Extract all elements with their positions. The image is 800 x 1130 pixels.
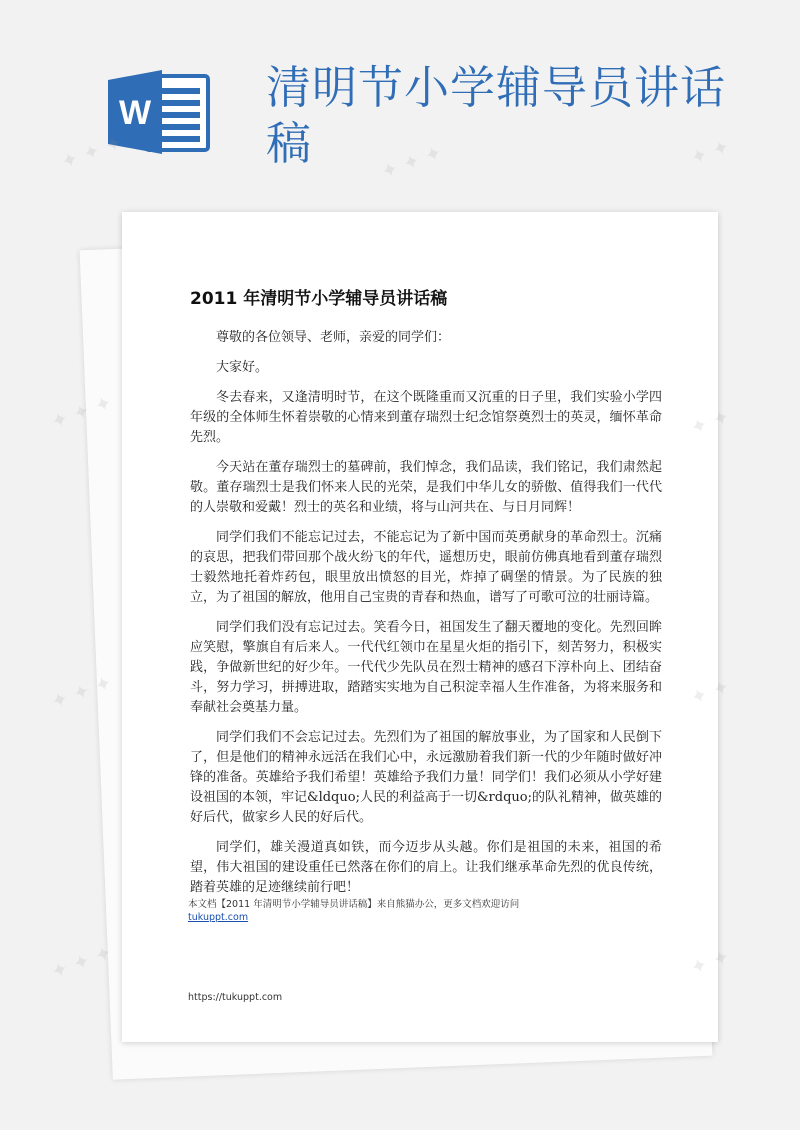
- document-title: 2011 年清明节小学辅导员讲话稿: [190, 289, 448, 309]
- watermark-icon: ✦: [708, 673, 733, 703]
- watermark-icon: ✦: [708, 943, 733, 973]
- salutation: 尊敬的各位领导、老师，亲爱的同学们：: [216, 330, 451, 345]
- banner-title: 清明节小学辅导员讲话稿: [266, 61, 727, 170]
- body-paragraph: 同学们我们不能忘记过去，不能忘记为了新中国而英勇献身的革命烈士。沉痛的哀思，把我们带回那个战火纷飞的年代，遥想历史，眼前仿佛真地看到董存瑞烈士毅然地托着炸药包，眼里放出愤怒的目光，炸掉了碉堡的情景。为了民族的独立，为了祖国的解放，他用自己宝贵的青春和热血，谱写了可歌可泣的壮丽诗篇。: [190, 530, 662, 605]
- watermark-icon: ✦ ✦ ✦: [47, 669, 116, 715]
- body-paragraph: 冬去春来，又逢清明时节，在这个既隆重而又沉重的日子里，我们实验小学四年级的全体师生怀着崇敬的心情来到董存瑞烈士纪念馆祭奠烈士的英灵，缅怀革命先烈。: [190, 390, 662, 445]
- greeting: 大家好。: [216, 360, 269, 375]
- page-url: https://tukuppt.com: [188, 992, 283, 1003]
- watermark-icon: ✦ ✦ ✦: [57, 129, 126, 175]
- watermark-icon: ✦ ✦ ✦: [377, 139, 446, 185]
- watermark-icon: ✦: [708, 403, 733, 433]
- word-logo-icon: [108, 68, 212, 156]
- source-link[interactable]: tukuppt.com: [188, 912, 249, 923]
- body-paragraph: 同学们我们不会忘记过去。先烈们为了祖国的解放事业，为了国家和人民倒下了，但是他们的精神永远活在我们心中，永远激励着我们新一代的少年随时做好冲锋的准备。英雄给予我们希望！英雄给予我们力量！同学们！我们必须从小学好建设祖国的本领，牢记&ldquo;人民的利益高于一切&rdquo;的队礼精神，做英雄的好后代，做家乡人民的好后代。: [190, 730, 662, 825]
- document-page: [122, 212, 718, 1042]
- body-paragraph: 同学们我们没有忘记过去。笑看今日，祖国发生了翻天覆地的变化。先烈回眸应笑慰，擎旗自有后来人。一代代红领巾在星星火炬的指引下，刻苦努力，积极实践，争做新世纪的好少年。一代代少先队员在烈士精神的感召下淳朴向上、团结奋斗，努力学习，拼搏进取，踏踏实实地为自己积淀幸福人生作准备，为将来服务和奉献社会奠基力量。: [190, 620, 662, 715]
- word-logo-letter: W: [118, 94, 152, 132]
- watermark-icon: ✦ ✦ ✦: [47, 389, 116, 435]
- body-paragraph: 同学们，雄关漫道真如铁，而今迈步从头越。你们是祖国的未来，祖国的希望，伟大祖国的建设重任已然落在你们的肩上。让我们继承革命先烈的优良传统，踏着英雄的足迹继续前行吧！: [190, 840, 662, 895]
- source-note: 本文档【2011 年清明节小学辅导员讲话稿】来自熊猫办公，更多文档欢迎访问: [188, 899, 520, 910]
- document-body: [190, 328, 662, 908]
- watermark-icon: ✦ ✦: [687, 133, 733, 171]
- body-paragraph: 今天站在董存瑞烈士的墓碑前，我们悼念，我们品读，我们铭记，我们肃然起敬。董存瑞烈士是我们怀来人民的光荣，是我们中华儿女的骄傲、值得我们一代代的人崇敬和爱戴！烈士的英名和业绩，将与山河共在、与日月同辉！: [190, 460, 662, 515]
- watermark-icon: ✦ ✦ ✦: [47, 939, 116, 985]
